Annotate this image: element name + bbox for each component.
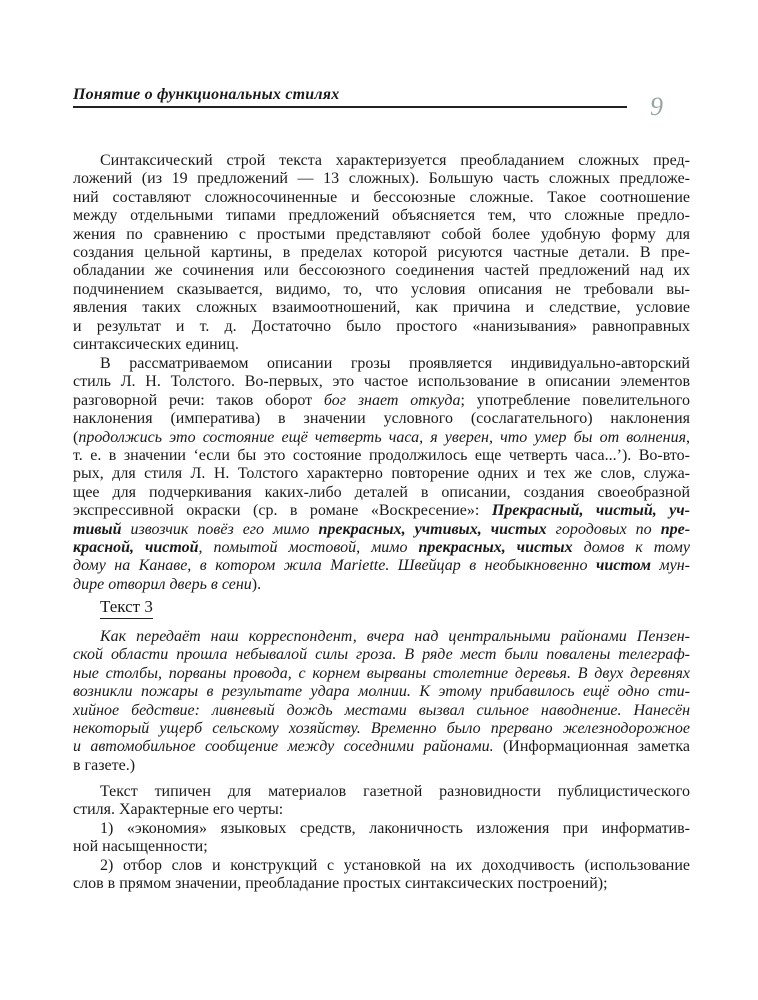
emphasis-italic: ные столбы, порваны провода, с корнем вырваны столетние деревья. В двух деревнях — [73, 664, 690, 682]
emphasis-italic: бог знает откуда — [323, 391, 461, 409]
text-run: жения по сравнению с простыми представляют собой более удобную форму для — [73, 225, 690, 243]
list-item-1 — [73, 820, 690, 857]
text-run: ( — [73, 428, 79, 446]
emphasis-italic: Как передаёт наш корреспондент, вчера над центральными районами Пензен- — [100, 628, 690, 645]
text-line — [73, 702, 690, 720]
text-line — [73, 857, 690, 875]
text-line — [73, 355, 690, 373]
text-line — [73, 410, 690, 428]
emphasis-italic: дому на Канаве, в котором жила Mariette. Швейцар в необыкновенно — [73, 557, 596, 575]
text-line — [73, 373, 690, 391]
text-line — [73, 170, 690, 188]
text-run: ложений (из 19 предложений — 13 сложных). Большую часть сложных предложе- — [73, 170, 690, 188]
text-run: создания цельной картины, в пределах которой рисуются частные детали. В пре- — [73, 243, 690, 261]
text-run: ний составляют сложносочиненные и бессоюзные сложные. Такое соотношение — [73, 188, 690, 206]
page-number: 9 — [650, 92, 663, 121]
emphasis-italic: извозчик повёз его мимо — [121, 520, 319, 538]
text-line — [73, 281, 690, 299]
paragraph-analysis — [73, 783, 690, 820]
header-rule — [73, 106, 627, 108]
paragraph-tolstoy-style — [73, 355, 690, 594]
text-line — [73, 539, 690, 557]
running-header-title: Понятие о функциональных стилях — [73, 86, 340, 103]
text-line — [73, 484, 690, 502]
emphasis-bold: тивый — [73, 520, 122, 538]
text-run: 1) «экономия» языковых средств, лаконичность изложения при информатив- — [100, 820, 690, 837]
emphasis-bold: чистом — [595, 557, 651, 575]
text-line — [73, 429, 690, 447]
text-run: явления таких сложных взаимоотношений, как причина и следствие, условие — [73, 299, 690, 317]
list-item-2 — [73, 857, 690, 894]
text-line — [73, 521, 690, 539]
text-run: подчинением сказывается, видимо, то, что условия описания не требовали вы- — [73, 280, 690, 298]
text-line — [73, 502, 690, 520]
emphasis-italic: дире отворил дверь в сени — [73, 575, 252, 593]
text-line — [73, 465, 690, 483]
text-run: т. е. в значении ‘если бы это состояние продолжилось еще четверть часа...’). Во-вто- — [73, 446, 690, 464]
text-run: В рассматриваемом описании грозы проявляется индивидуально-авторский — [100, 355, 690, 372]
emphasis-italic: некоторый ущерб сельскому хозяйству. Временно было прервано железнодорожное — [73, 719, 690, 737]
quoted-news-text — [73, 628, 690, 775]
paragraph-syntax — [73, 152, 690, 354]
text-line — [73, 783, 690, 801]
text-run: рых, для стиля Л. Н. Толстого характерно повторение одних и тех же слов, служа- — [73, 465, 690, 483]
text-line — [73, 665, 690, 683]
text-run: между отдельными типами предложений объясняется тем, что сложные предло- — [73, 207, 690, 225]
text-line — [73, 318, 690, 336]
text-line — [73, 336, 690, 354]
text-line — [73, 392, 690, 410]
text-run: (Информационная заметка — [493, 738, 691, 756]
text-run: стиль Л. Н. Толстого. Во-первых, это частое использование в описании элементов — [73, 373, 690, 391]
text-run: ; употребление повелительного — [460, 391, 691, 409]
text-run: синтаксических единиц. — [73, 335, 239, 353]
emphasis-bold: красной, чистой — [73, 538, 199, 556]
text-line — [73, 820, 690, 838]
text-line — [73, 576, 690, 594]
section-label-text-3: Текст 3 — [100, 597, 153, 619]
emphasis-italic: продолжись это состояние ещё четверть часа, я уверен, что умер бы от волнения — [78, 428, 686, 446]
emphasis-italic: ской области прошла небывалой силы гроза. В ряде мест были повалены телеграф- — [73, 646, 690, 664]
emphasis-italic: домов к тому — [572, 538, 690, 556]
text-line — [73, 720, 690, 738]
emphasis-italic: городовых по — [546, 520, 661, 538]
text-line — [73, 244, 690, 262]
text-run: ной насыщенности; — [73, 838, 208, 856]
text-line — [73, 152, 690, 170]
text-run: , — [686, 428, 690, 446]
text-run: и результат и т. д. Достаточно было простого «нанизывания» равноправных — [73, 317, 690, 335]
text-run: слов в прямом значении, преобладание простых синтаксических построений); — [73, 875, 608, 893]
text-run: ). — [251, 575, 262, 593]
text-line — [73, 557, 690, 575]
text-line — [73, 262, 690, 280]
text-run: обладании же сочинения или бессоюзного соединения частей предложений над их — [73, 262, 690, 280]
emphasis-bold: прекрасных, учтивых, чистых — [318, 520, 547, 538]
text-line — [73, 875, 690, 893]
text-run: Текст типичен для материалов газетной разновидности публицистического — [100, 783, 690, 800]
emphasis-italic: хийное бедствие: ливневый дождь местами вызвал сильное наводнение. Нанесён — [73, 701, 690, 719]
text-line — [73, 226, 690, 244]
text-run: стиля. Характерные его черты: — [73, 801, 284, 819]
emphasis-italic: возникли пожары в результате удара молнии. К этому прибавилось ещё одно сти- — [73, 683, 690, 701]
text-line — [73, 189, 690, 207]
text-run: в газете.) — [73, 756, 136, 774]
text-run: Синтаксический строй текста характеризуется преобладанием сложных пред- — [100, 152, 690, 169]
text-line — [73, 838, 690, 856]
text-line — [73, 738, 690, 756]
text-run: наклонения (императива) в значении условного (сослагательного) наклонения — [73, 410, 690, 428]
text-line — [73, 683, 690, 701]
emphasis-italic: мун- — [650, 557, 691, 575]
emphasis-italic: , помытой мостовой, мимо — [198, 538, 419, 556]
text-run: 2) отбор слов и конструкций с установкой на их доходчивость (использование — [100, 857, 690, 874]
emphasis-bold: прекрасных, чистых — [418, 538, 573, 556]
text-line — [73, 628, 690, 646]
text-line — [73, 447, 690, 465]
text-run: экспрессивной окраски (ср. в романе «Воскресение»: — [73, 502, 492, 520]
text-line — [73, 801, 690, 819]
text-line — [73, 207, 690, 225]
text-run: щее для подчеркивания каких-либо деталей в описании, создания своеобразной — [73, 483, 690, 501]
text-run: разговорной речи: таков оборот — [73, 391, 324, 409]
emphasis-bold: Прекрасный, чистый, уч- — [491, 502, 691, 520]
emphasis-bold: пре- — [660, 520, 691, 538]
text-line — [73, 646, 690, 664]
emphasis-italic: и автомобильное сообщение между соседними районами. — [73, 738, 494, 756]
text-line — [73, 757, 690, 775]
text-line — [73, 299, 690, 317]
